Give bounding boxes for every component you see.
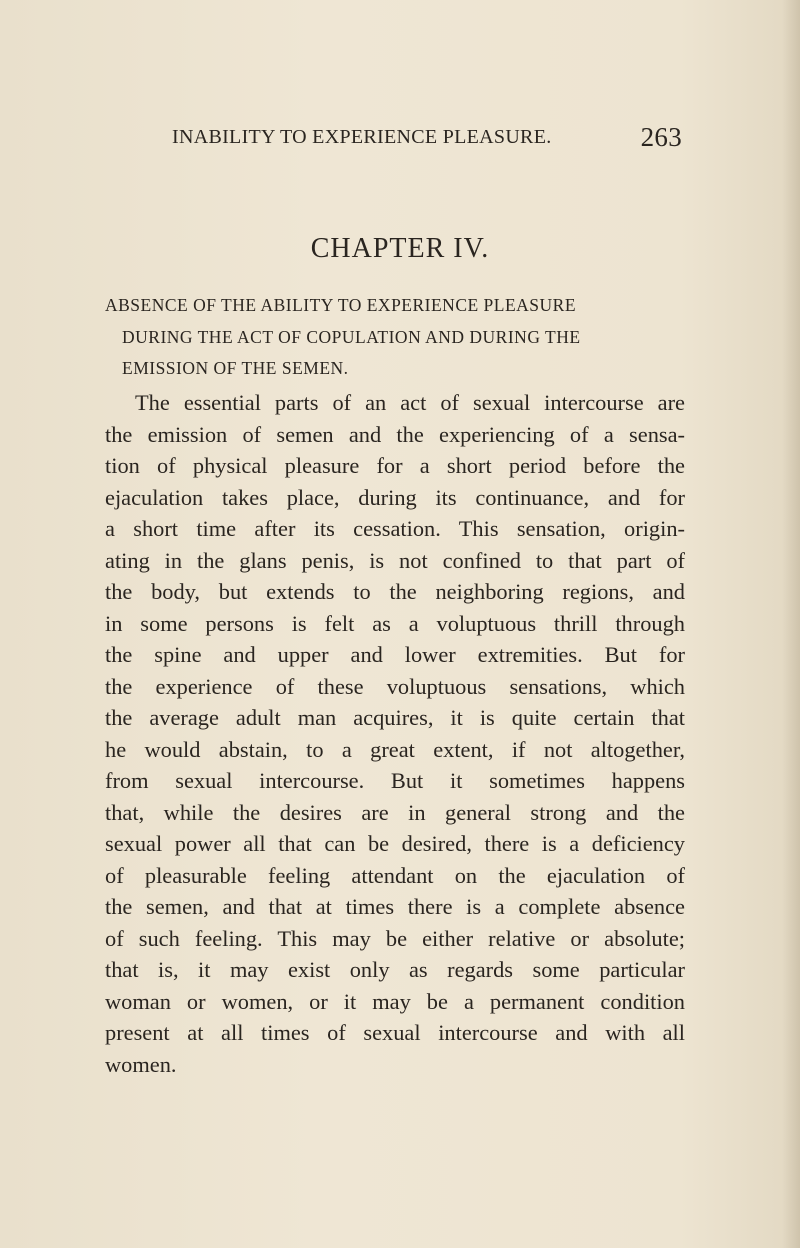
running-head — [172, 122, 682, 162]
text-line: a short time after its cessation. This sensation, origin- — [105, 516, 685, 541]
text-line: tion of physical pleasure for a short period before the — [105, 453, 685, 478]
text-line: ejaculation takes place, during its continuance, and for — [105, 484, 685, 510]
text-line: in some persons is felt as a voluptuous thrill through — [105, 610, 685, 636]
subtitle-line: DURING THE ACT OF COPULATION AND DURING THE — [122, 326, 581, 347]
text-line: from sexual intercourse. But it sometimes happens — [105, 768, 685, 793]
page-edge-shadow — [782, 0, 800, 1248]
running-head-title: INABILITY TO EXPERIENCE PLEASURE. — [172, 126, 552, 148]
text-line: present at all times of sexual intercourse and with all — [105, 1020, 685, 1045]
text-line: the body, but extends to the neighboring regions, and — [105, 579, 685, 604]
text-line: the average adult man acquires, it is quite certain that — [105, 705, 685, 730]
text-line: the experience of these voluptuous sensations, which — [105, 673, 685, 699]
text-line: of pleasurable feeling attendant on the ejaculation of — [105, 862, 685, 888]
text-line: the semen, and that at times there is a complete absence — [105, 894, 685, 919]
text-line: ating in the glans penis, is not confined to that part of — [105, 547, 685, 573]
text-line: the emission of semen and the experiencing of a sensa- — [105, 421, 685, 447]
chapter-heading: CHAPTER IV. — [310, 233, 490, 264]
text-line: that, while the desires are in general strong and the — [105, 799, 685, 825]
text-line: women. — [105, 1051, 177, 1077]
text-line: woman or women, or it may be a permanent condition — [105, 988, 685, 1014]
page-number: 263 — [640, 122, 682, 152]
text-line: the spine and upper and lower extremities. But for — [105, 642, 685, 667]
text-line: that is, it may exist only as regards some particular — [105, 957, 685, 982]
text-line: he would abstain, to a great extent, if not altogether, — [105, 736, 685, 762]
chapter-subtitle — [105, 290, 685, 385]
text-line: The essential parts of an act of sexual intercourse are — [135, 390, 685, 415]
body-paragraph — [105, 387, 685, 1080]
text-line: of such feeling. This may be either relative or absolute; — [105, 925, 685, 951]
text-line: sexual power all that can be desired, there is a deficiency — [105, 831, 685, 856]
subtitle-line: EMISSION OF THE SEMEN. — [122, 358, 349, 378]
subtitle-line: ABSENCE OF THE ABILITY TO EXPERIENCE PLEASURE — [105, 295, 577, 315]
